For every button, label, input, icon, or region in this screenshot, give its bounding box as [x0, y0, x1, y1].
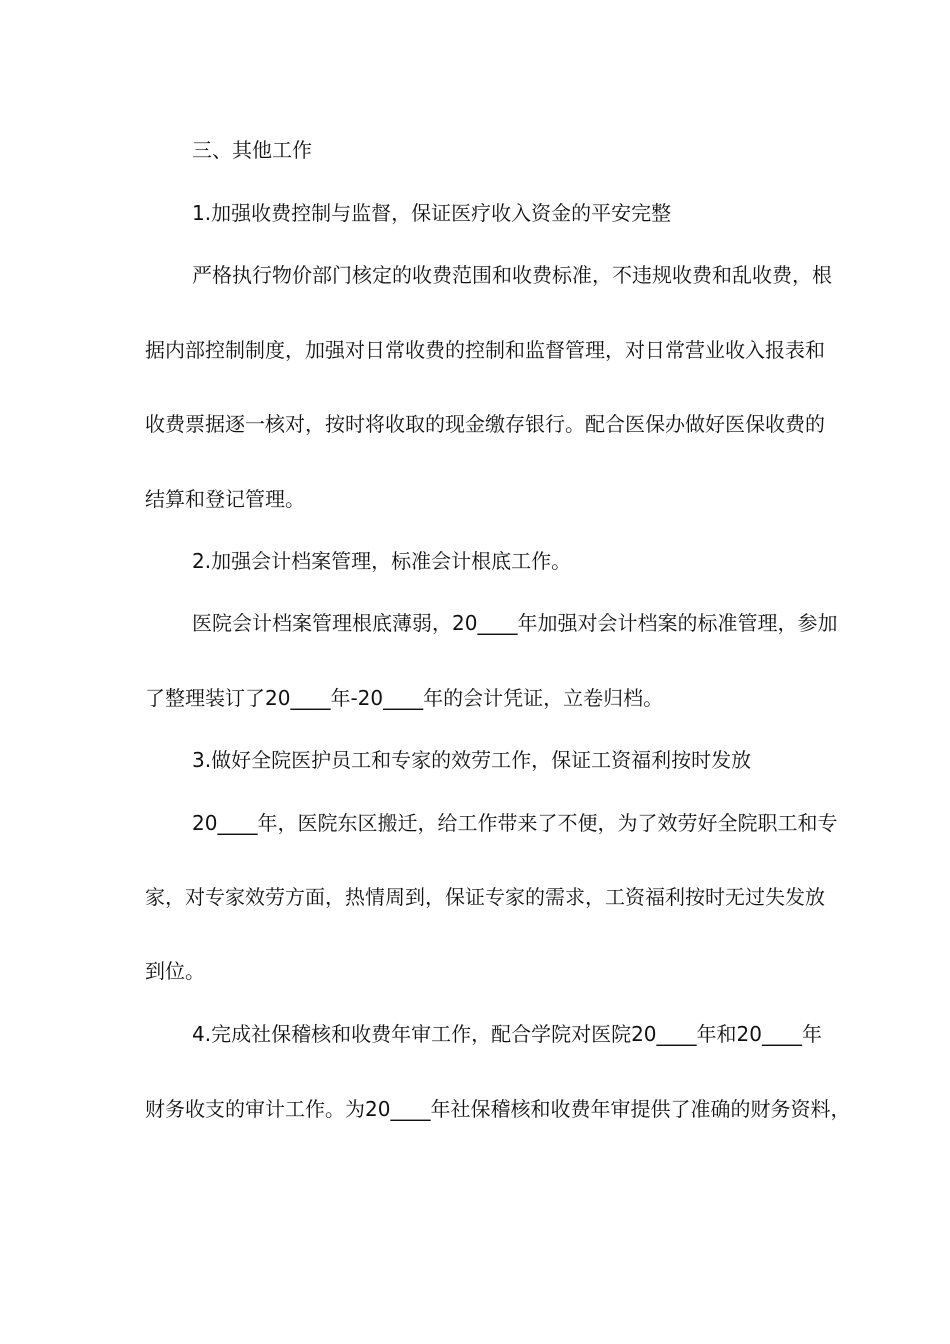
paragraph-line: 20____年，医院东区搬迁，给工作带来了不便，为了效劳好全院职工和专 — [192, 811, 838, 835]
paragraph-line: 了整理装订了20____年-20____年的会计凭证，立卷归档。 — [145, 686, 664, 710]
paragraph-line: 财务收支的审计工作。为20____年社保稽核和收费年审提供了准确的财务资料， — [145, 1097, 851, 1121]
paragraph-line: 严格执行物价部门核定的收费范围和收费标准，不违规收费和乱收费，根 — [192, 263, 832, 287]
subheading-4: 4.完成社保稽核和收费年审工作，配合学院对医院20____年和20____年 — [192, 1022, 822, 1046]
subheading-2: 2.加强会计档案管理，标准会计根底工作。 — [192, 549, 572, 573]
paragraph-line: 到位。 — [145, 959, 205, 983]
section-heading: 三、其他工作 — [192, 138, 312, 162]
paragraph-line: 家，对专家效劳方面，热情周到，保证专家的需求，工资福利按时无过失发放 — [145, 885, 825, 909]
paragraph-line: 据内部控制制度，加强对日常收费的控制和监督管理，对日常营业收入报表和 — [145, 338, 825, 362]
paragraph-line: 结算和登记管理。 — [145, 487, 305, 511]
paragraph-line: 医院会计档案管理根底薄弱，20____年加强对会计档案的标准管理，参加 — [192, 611, 838, 635]
paragraph-line: 收费票据逐一核对，按时将收取的现金缴存银行。配合医保办做好医保收费的 — [145, 412, 825, 436]
subheading-3: 3.做好全院医护员工和专家的效劳工作，保证工资福利按时发放 — [192, 748, 752, 772]
subheading-1: 1.加强收费控制与监督，保证医疗收入资金的平安完整 — [192, 201, 672, 225]
